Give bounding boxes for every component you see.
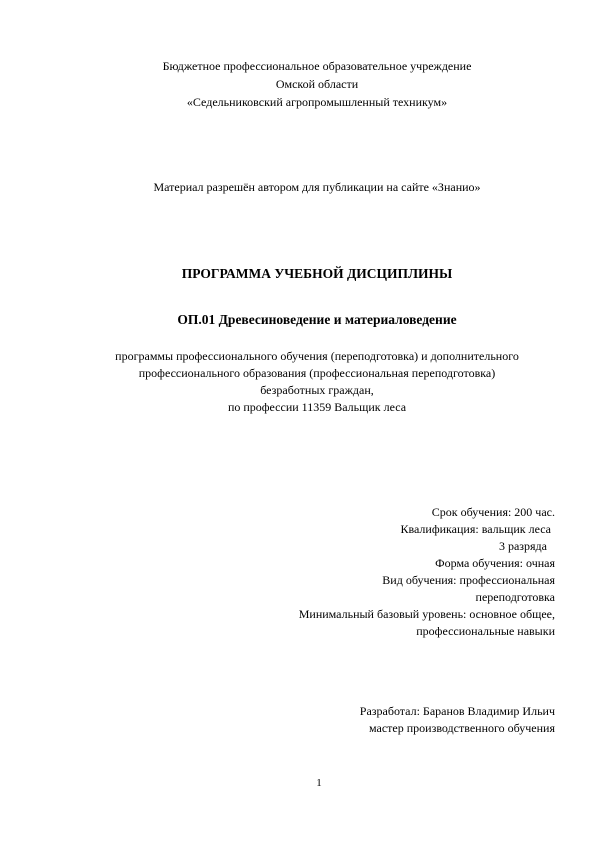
- description-line-2: профессионального образования (профессиональная переподготовка): [138, 366, 496, 380]
- study-form: Форма обучения: очная: [435, 556, 555, 570]
- permission-note: Материал разрешён автором для публикации на сайте «Знанио»: [153, 180, 481, 194]
- qualification: Квалификация: вальщик леса: [400, 522, 551, 536]
- page-title: ПРОГРАММА УЧЕБНОЙ ДИСЦИПЛИНЫ: [181, 266, 453, 281]
- description-line-3: безработных граждан,: [260, 383, 374, 397]
- duration: Срок обучения: 200 час.: [431, 505, 555, 519]
- developer-position: мастер производственного обучения: [369, 721, 555, 735]
- institution-line-3: «Седельниковский агропромышленный техникум»: [186, 95, 448, 109]
- grade: 3 разряда: [498, 539, 547, 553]
- min-level-line-2: профессиональные навыки: [416, 624, 555, 638]
- page-number: 1: [316, 777, 322, 789]
- institution-line-2: Омской области: [275, 77, 359, 91]
- institution-line-1: Бюджетное профессиональное образовательное учреждение: [162, 59, 472, 73]
- study-type-line-1: Вид обучения: профессиональная: [382, 573, 555, 587]
- min-level-line-1: Минимальный базовый уровень: основное общее,: [298, 607, 555, 621]
- description-line-4: по профессии 11359 Вальщик леса: [227, 400, 407, 414]
- study-type-line-2: переподготовка: [475, 590, 555, 604]
- description-line-1: программы профессионального обучения (переподготовка) и дополнительного: [115, 349, 519, 363]
- discipline-title: ОП.01 Древесиноведение и материаловедение: [177, 312, 457, 327]
- developer: Разработал: Баранов Владимир Ильич: [359, 704, 555, 718]
